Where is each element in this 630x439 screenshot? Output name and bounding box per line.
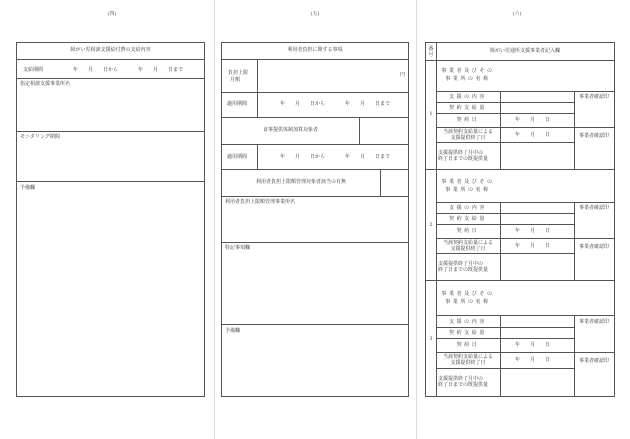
end-date-value-3: 年 月 日 bbox=[515, 357, 551, 363]
left-reserve-label: 予備欄 bbox=[20, 185, 36, 191]
contract-date-value-2: 年 月 日 bbox=[515, 228, 551, 234]
designated-office-label: 指定相談支援事業所名 bbox=[20, 81, 71, 87]
middle-reserve-label: 予備欄 bbox=[225, 328, 241, 334]
benefit-content-title: 障がい児相談支援給付費の支給内容 bbox=[70, 47, 151, 53]
upper-limit-management-label: 利用者負担上限額管理対象者該当の有無 bbox=[255, 179, 346, 185]
contract-amount-label-3: 契約支給量 bbox=[448, 330, 487, 336]
apply-period-label-1: 適用期間 bbox=[227, 101, 248, 107]
office-name-label-1: 事業者及びその bbox=[441, 68, 495, 74]
contract-date-label-3: 契約日 bbox=[456, 342, 480, 348]
end-date-label-1: 当該契約支給量による bbox=[442, 129, 493, 135]
benefit-content-panel bbox=[16, 42, 205, 397]
end-date-label-1b: 支援提供終了日 bbox=[450, 135, 486, 141]
special-notes-label: 特記事項欄 bbox=[225, 245, 251, 251]
support-content-label-2: 支援の内容 bbox=[448, 205, 487, 211]
apply-period-label-2: 適用期間 bbox=[227, 154, 248, 160]
provider-seal-label-2b: 事業者確認印 bbox=[578, 244, 609, 250]
user-burden-title: 利用者負担に関する事項 bbox=[287, 47, 343, 53]
fold-line-right bbox=[416, 0, 417, 439]
burden-limit-label: 負担上限 bbox=[228, 70, 249, 76]
end-date-label-2: 当該契約支給量による bbox=[442, 240, 493, 246]
office-name-label-3: 事業者及びその bbox=[441, 291, 495, 297]
provider-entry-title: 障がい児通所支援事業者記入欄 bbox=[489, 48, 560, 54]
provider-seal-label-1b: 事業者確認印 bbox=[578, 133, 609, 139]
office-name-label-1b: 事業所の名称 bbox=[445, 76, 491, 82]
end-date-value-1: 年 月 日 bbox=[515, 132, 551, 138]
provided-amount-label-3b: 終了日までの既提供量 bbox=[438, 382, 489, 388]
end-date-label-2b: 支援提供終了日 bbox=[450, 246, 486, 252]
provided-amount-label-1b: 終了日までの既提供量 bbox=[438, 156, 489, 162]
apply-period-value-2: 年 月 日から 年 月 日まで bbox=[280, 154, 391, 160]
provided-amount-label-1: 支援提供終了月中の bbox=[438, 150, 484, 156]
provider-seal-label-2a: 事業者確認印 bbox=[578, 205, 609, 211]
office-name-label-2b: 事業所の名称 bbox=[445, 187, 491, 193]
end-date-label-3b: 支援提供終了日 bbox=[450, 360, 486, 366]
number-column-header: 番 bbox=[428, 46, 434, 52]
monitoring-period-label: モニタリング期間 bbox=[20, 134, 60, 140]
end-date-value-2: 年 月 日 bbox=[515, 243, 551, 249]
office-name-label-2: 事業者及びその bbox=[441, 179, 495, 185]
provided-amount-label-2: 支援提供終了月中の bbox=[438, 261, 484, 267]
provider-seal-label-1a: 事業者確認印 bbox=[578, 94, 609, 100]
row-number-1: 1 bbox=[429, 111, 433, 117]
contract-date-value-3: 年 月 日 bbox=[515, 342, 551, 348]
meal-addition-label: 食事提供体制加算対象者 bbox=[262, 127, 318, 133]
yen-unit: 円 bbox=[400, 72, 406, 78]
support-period-label: 支給期間 bbox=[23, 67, 44, 73]
support-content-label-1: 支援の内容 bbox=[448, 94, 487, 100]
contract-amount-label-2: 契約支給量 bbox=[448, 216, 487, 222]
user-burden-panel bbox=[221, 42, 409, 397]
contract-date-value-1: 年 月 日 bbox=[515, 117, 551, 123]
office-name-label-3b: 事業所の名称 bbox=[445, 299, 491, 305]
row-number-2: 2 bbox=[429, 222, 433, 228]
support-period-value: 年 月 日から 年 月 日まで bbox=[73, 67, 184, 73]
contract-date-label-2: 契約日 bbox=[456, 228, 480, 234]
contract-amount-label-1: 契約支給量 bbox=[448, 105, 487, 111]
burden-limit-label-2: 月額 bbox=[230, 77, 241, 83]
provider-entry-panel bbox=[425, 42, 615, 397]
contract-date-label-1: 契約日 bbox=[456, 117, 480, 123]
page-number-5: (五) bbox=[310, 11, 320, 17]
end-date-label-3: 当該契約支給量による bbox=[442, 354, 493, 360]
number-column-header-2: 号 bbox=[428, 52, 434, 58]
support-content-label-3: 支援の内容 bbox=[448, 319, 487, 325]
fold-line-left bbox=[214, 0, 215, 439]
row-number-3: 3 bbox=[429, 336, 433, 342]
page-number-4: (四) bbox=[107, 11, 117, 17]
provider-seal-label-3a: 事業者確認印 bbox=[578, 319, 609, 325]
page-number-6: (六) bbox=[512, 11, 522, 17]
apply-period-value-1: 年 月 日から 年 月 日まで bbox=[280, 101, 391, 107]
upper-limit-office-label: 利用者負担上限額管理事業所名 bbox=[225, 199, 296, 205]
provider-seal-label-3b: 事業者確認印 bbox=[578, 358, 609, 364]
provided-amount-label-2b: 終了日までの既提供量 bbox=[438, 267, 489, 273]
provided-amount-label-3: 支援提供終了月中の bbox=[438, 376, 484, 382]
